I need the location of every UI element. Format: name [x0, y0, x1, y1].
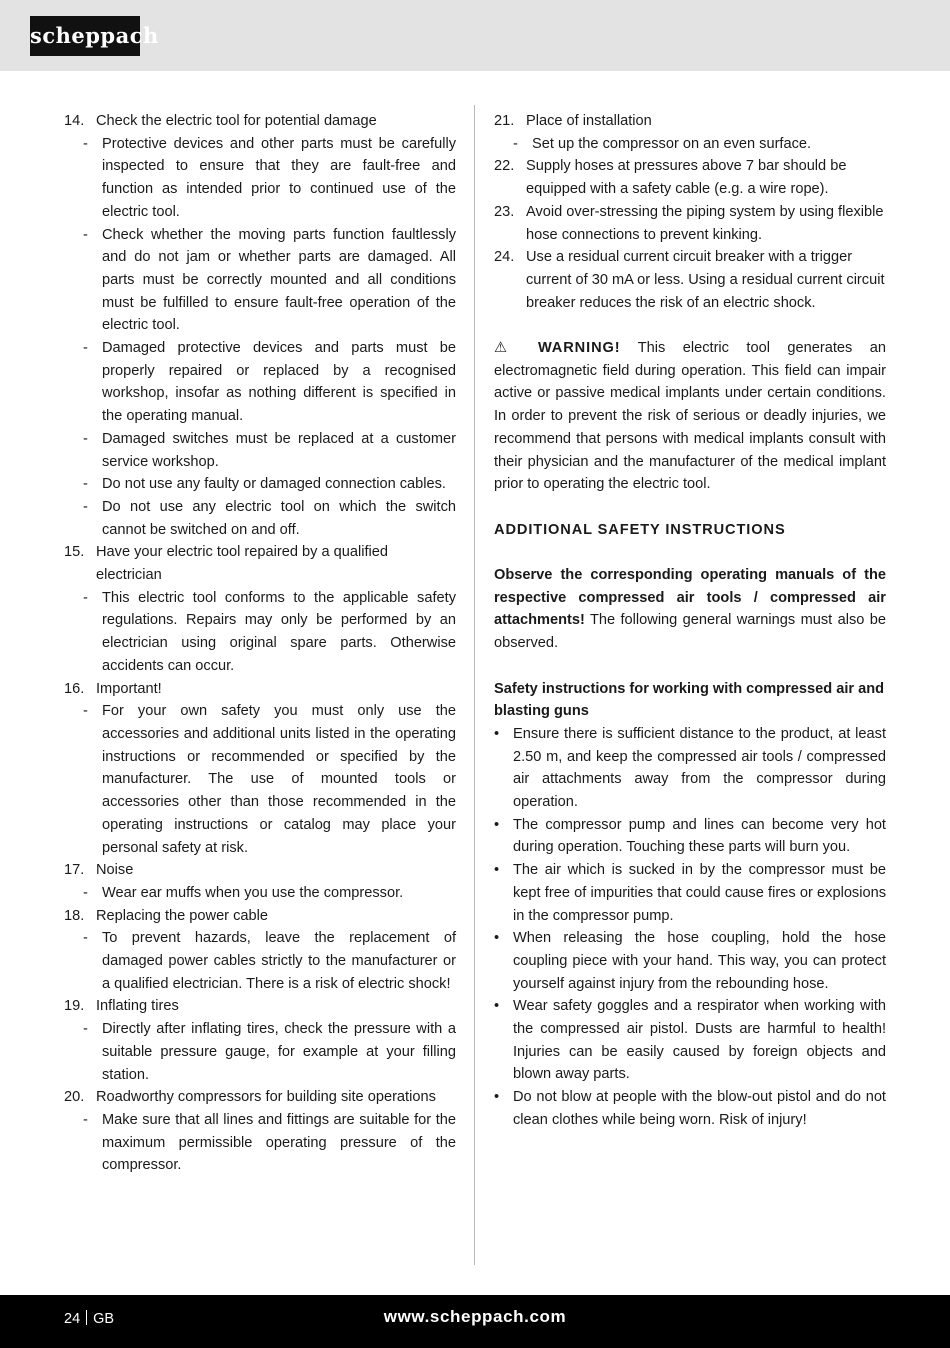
list-item: 24. Use a residual current circuit breaker with a trigger current of 30 mA or less. Using a residual current circuit breaker reduces the risk of an electric shock.: [494, 249, 885, 311]
section-heading: ADDITIONAL SAFETY INSTRUCTIONS: [494, 521, 786, 538]
observe-paragraph: Observe the corresponding operating manuals of the respective compressed air tools / compressed air attachments! The following general warnings must also be observed.: [494, 567, 886, 652]
subsection-heading: Safety instructions for working with compressed air and blasting guns: [494, 680, 885, 720]
list-item: 15. Have your electric tool repaired by a qualified electrician: [64, 544, 389, 584]
bullet-item: • The compressor pump and lines can become very hot during operation. Touching these parts will burn you.: [494, 816, 886, 856]
page-number: 24 GB: [64, 1311, 115, 1327]
list-item: 21. Place of installation: [494, 113, 652, 129]
website-link[interactable]: www.scheppach.com: [383, 1307, 567, 1326]
sub-item: - Make sure that all lines and fittings are suitable for the maximum permissible operating pressure of the compressor.: [83, 1111, 456, 1174]
list-item: 23. Avoid over-stressing the piping system by using flexible hose connections to prevent kinking.: [494, 203, 884, 243]
list-item: 20. Roadworthy compressors for building site operations: [64, 1089, 436, 1106]
list-item: 14. Check the electric tool for potential damage: [64, 113, 377, 129]
sub-item: - This electric tool conforms to the applicable safety regulations. Repairs may only be performed by an electrician using original spare parts. Otherwise accidents can occur.: [83, 589, 456, 674]
bullet-item: • When releasing the hose coupling, hold the hose coupling piece with your hand. This way, you can protect yourself against injury from the rebounding hose.: [494, 930, 886, 992]
right-column: [494, 110, 886, 1132]
sub-item: - To prevent hazards, leave the replacement of damaged power cables strictly to the manufacturer or a qualified electrician. There is a risk of electric shock!: [83, 930, 456, 992]
scheppach-logo: scheppach: [30, 16, 140, 56]
sub-item: - Damaged protective devices and parts must be properly repaired or replaced by a recognised workshop, insofar as nothing different is specified in the operating manual.: [83, 340, 456, 425]
sub-item: - Do not use any faulty or damaged connection cables.: [83, 476, 446, 493]
bullet-item: • Ensure there is sufficient distance to the product, at least 2.50 m, and keep the compressed air tools / compressed air attachments away from the compressor during operation.: [494, 725, 886, 811]
sub-item: - Check whether the moving parts function faultlessly and do not jam or whether parts are damaged. All parts must be correctly mounted and all conditions must be fulfilled to ensure fault-free operation of the electric tool.: [83, 226, 456, 334]
column-divider: [474, 105, 475, 1265]
warning-text: This electric tool generates an electromagnetic field during operation. This field can impair active or passive medical implants under certain conditions. In order to prevent the risk of serious or deadly injuries, we recommend that persons with medical implants consult with their physician and the manufacturer of the medical implant prior to operating the electric tool.: [494, 340, 886, 493]
page-header: [0, 0, 950, 71]
list-item: 22. Supply hoses at pressures above 7 bar should be equipped with a safety cable (e.g. a wire rope).: [494, 158, 847, 198]
warning-triangle-icon: ⚠: [494, 340, 521, 357]
sub-item: - Directly after inflating tires, check the pressure with a suitable pressure gauge, for example at your filling station.: [83, 1021, 456, 1083]
warning-label: WARNING!: [537, 340, 621, 357]
page-footer: [0, 1295, 950, 1348]
sub-item: - Set up the compressor on an even surface.: [513, 135, 812, 152]
sub-item: - Do not use any electric tool on which the switch cannot be switched on and off.: [83, 498, 456, 538]
language-code: GB: [93, 1311, 115, 1327]
list-item: 17. Noise: [64, 862, 134, 879]
sub-item: - Protective devices and other parts must be carefully inspected to ensure that they are fault-free and function as intended prior to continued use of the electric tool.: [83, 135, 456, 220]
warning-paragraph: [494, 337, 886, 496]
left-column: [64, 110, 456, 1177]
list-item: 16. Important!: [64, 680, 162, 697]
bullet-item: • The air which is sucked in by the compressor must be kept free of impurities that could cause fires or explosions in the compressor pump.: [494, 862, 886, 924]
sub-item: - Damaged switches must be replaced at a customer service workshop.: [83, 430, 456, 470]
bullet-item: • Wear safety goggles and a respirator when working with the compressed air pistol. Dusts are harmful to health! Injuries can be easily caused by foreign objects and blown away parts.: [494, 998, 886, 1083]
sub-item: - For your own safety you must only use the accessories and additional units listed in the operating instructions or recommended or specified by the manufacturer. The use of mounted tools or accessories other than those recommended in the operating instructions or catalog may place your personal safety at risk.: [83, 703, 456, 856]
list-item: 18. Replacing the power cable: [64, 907, 268, 924]
bullet-item: • Do not blow at people with the blow-out pistol and do not clean clothes while being worn. Risk of injury!: [494, 1089, 886, 1128]
sub-item: - Wear ear muffs when you use the compressor.: [83, 884, 404, 901]
list-item: 19. Inflating tires: [64, 998, 179, 1015]
